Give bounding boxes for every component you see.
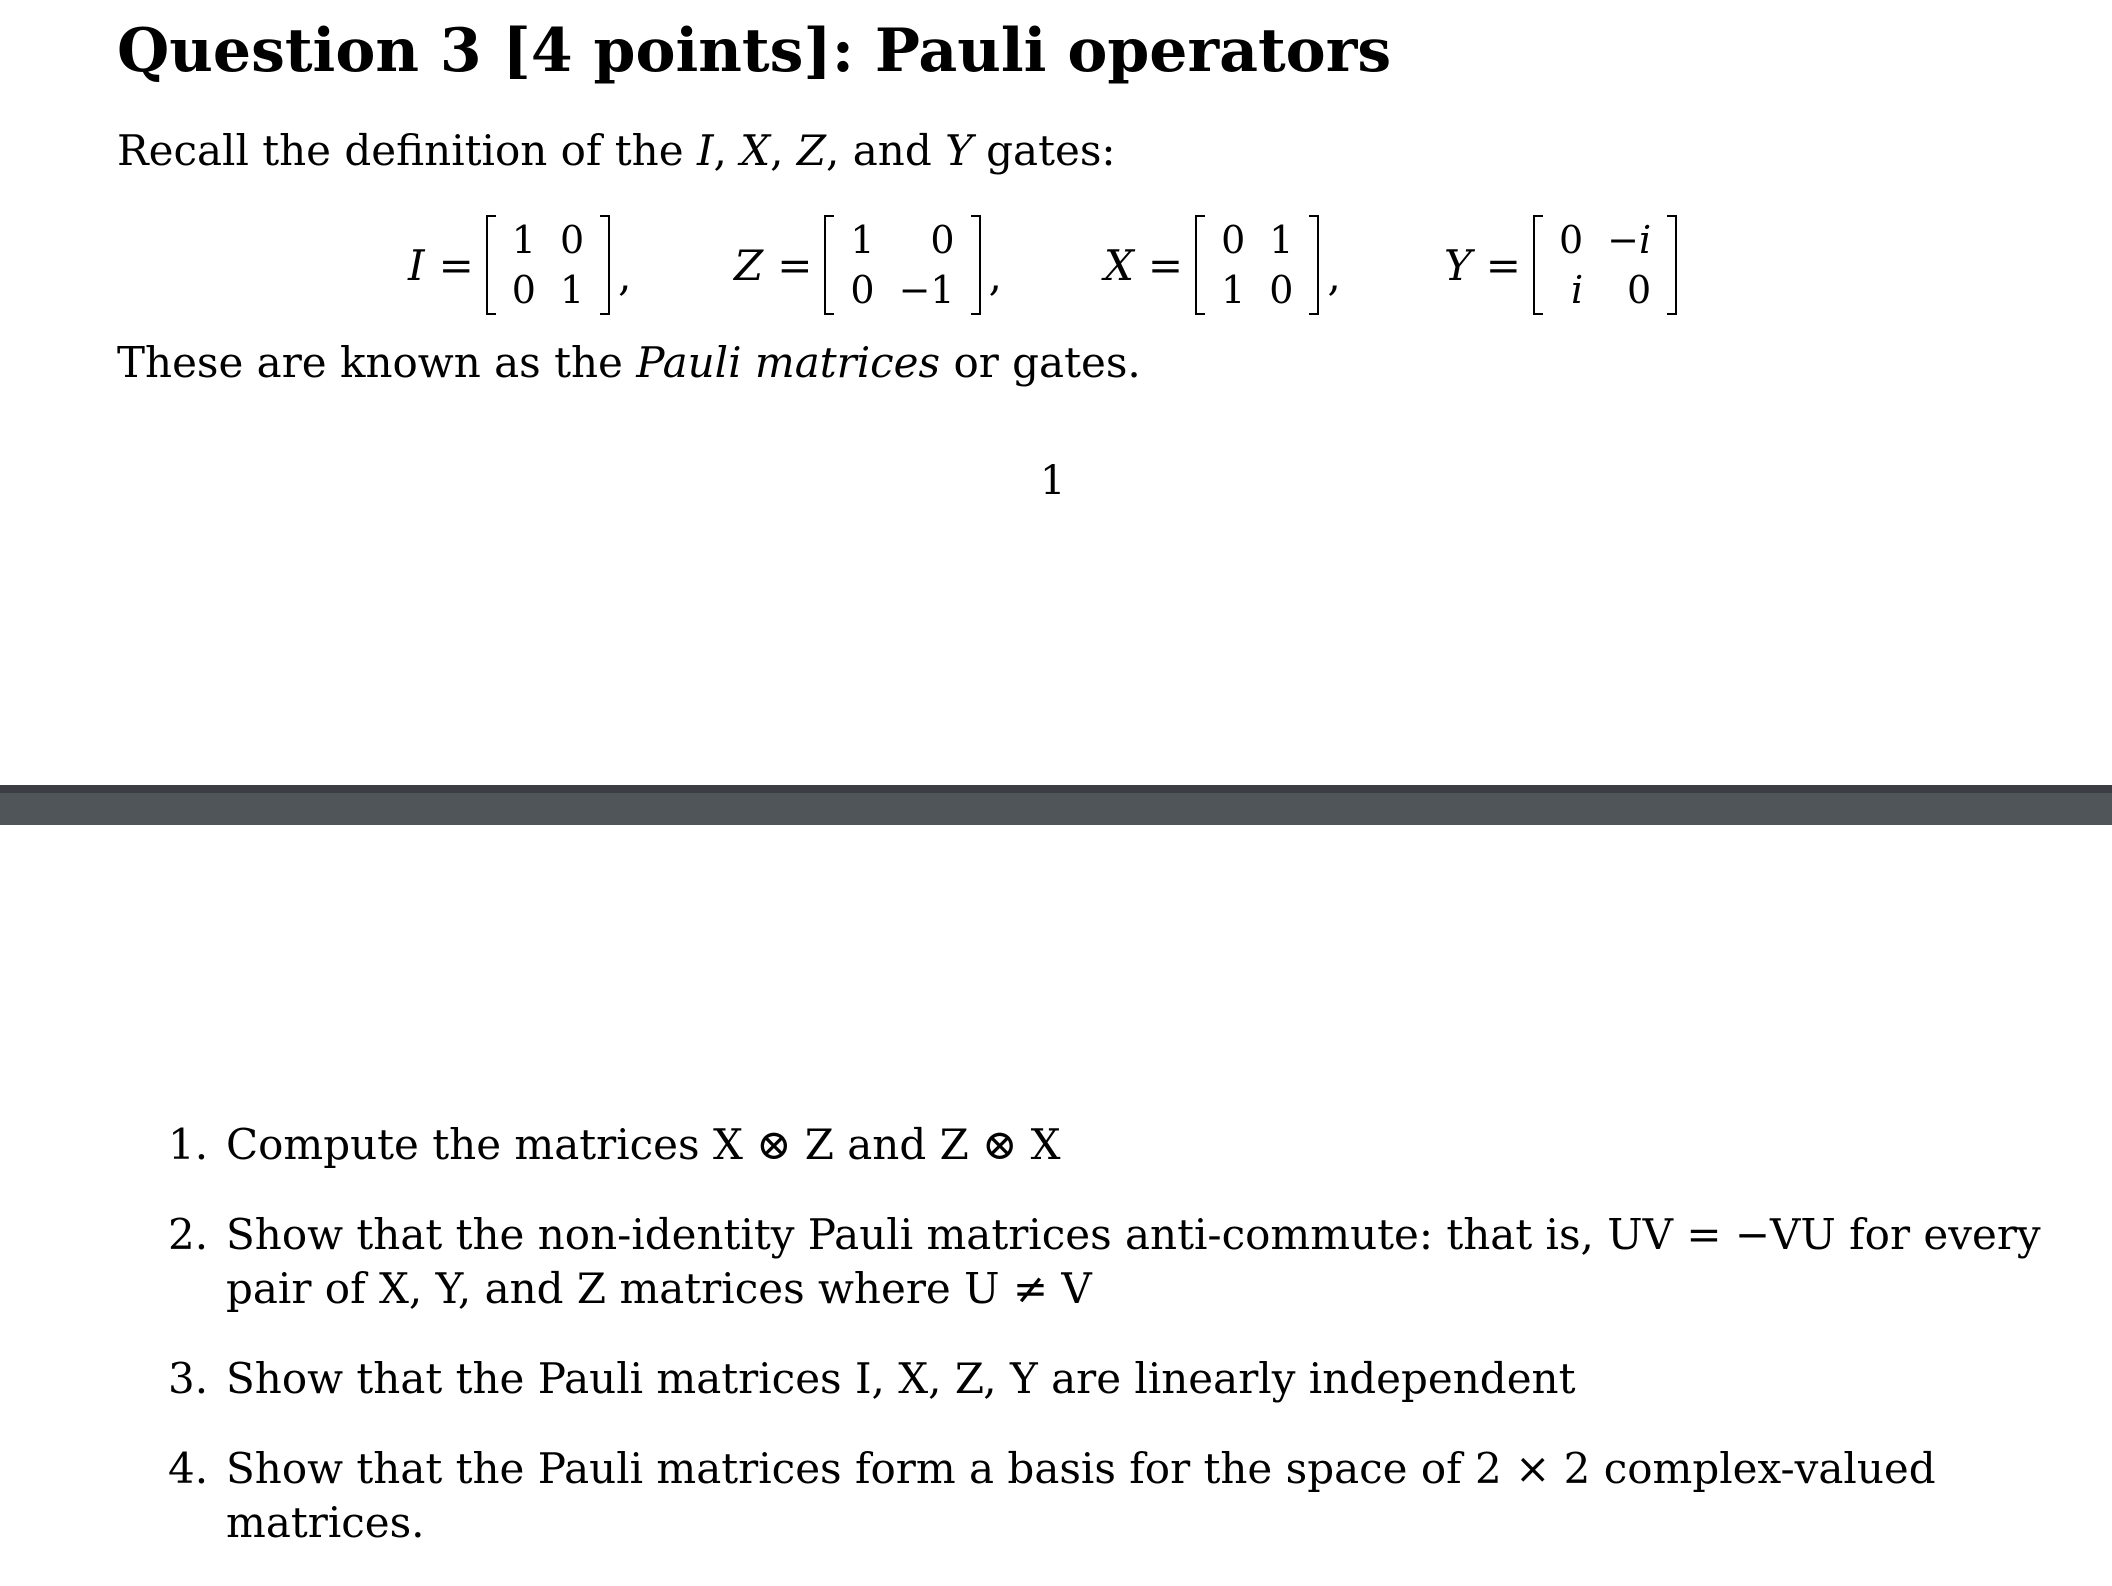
intro-symbol-y: Y bbox=[945, 126, 973, 175]
matrix-x-cell: 1 bbox=[1221, 268, 1246, 312]
task-text: Compute the matrices X ⊗ Z and Z ⊗ X bbox=[226, 1120, 1061, 1169]
matrix-y-cell: 0 bbox=[1558, 218, 1584, 262]
task-number: 4. bbox=[168, 1444, 209, 1493]
equals-sign: = bbox=[1485, 240, 1521, 290]
intro-sentence bbox=[117, 126, 1116, 175]
task-number: 1. bbox=[168, 1120, 209, 1169]
task-number: 2. bbox=[168, 1210, 209, 1259]
matrix-z-definition bbox=[734, 200, 1002, 330]
pauli-matrix-definitions bbox=[0, 200, 2112, 330]
matrix-separator-comma: , bbox=[988, 251, 1002, 300]
matrix-x-cell: 0 bbox=[1221, 218, 1246, 262]
page-divider bbox=[0, 785, 2112, 825]
matrix-i-cell: 1 bbox=[511, 218, 536, 262]
matrix-separator-comma: , bbox=[618, 251, 632, 300]
equals-sign: = bbox=[438, 240, 474, 290]
matrix-x bbox=[1195, 211, 1319, 319]
intro-symbol-z: Z bbox=[796, 126, 827, 175]
matrix-x-definition bbox=[1104, 200, 1341, 330]
matrix-y bbox=[1533, 211, 1677, 319]
summary-prefix: These are known as the bbox=[117, 338, 637, 387]
matrix-y-definition bbox=[1444, 200, 1677, 330]
intro-symbol-i: I bbox=[696, 126, 714, 175]
question-title: Question 3 [4 points]: Pauli operators bbox=[117, 16, 1392, 86]
equals-sign: = bbox=[777, 240, 813, 290]
task-text: Show that the non-identity Pauli matrices anti-commute: that is, UV = −VU for every pair of X, Y, and Z matrices where U ≠ V bbox=[226, 1210, 2041, 1313]
intro-symbol-x: X bbox=[740, 126, 771, 175]
matrix-y-cell: 0 bbox=[1626, 268, 1652, 312]
matrix-y-cell: −i bbox=[1607, 218, 1652, 262]
summary-sentence bbox=[117, 338, 1141, 387]
matrix-z-label: Z bbox=[734, 240, 764, 290]
intro-suffix: gates: bbox=[972, 126, 1116, 175]
matrix-x-cell: 1 bbox=[1269, 218, 1294, 262]
document-page-1 bbox=[0, 0, 2112, 785]
intro-prefix: Recall the definition of the bbox=[117, 126, 697, 175]
matrix-z-cell: 0 bbox=[850, 268, 875, 312]
task-item bbox=[168, 1208, 2048, 1316]
task-item bbox=[168, 1352, 2048, 1406]
task-number: 3. bbox=[168, 1354, 209, 1403]
matrix-z bbox=[824, 211, 980, 319]
summary-suffix: or gates. bbox=[940, 338, 1141, 387]
summary-emphasis: Pauli matrices bbox=[636, 338, 941, 387]
matrix-x-label: X bbox=[1104, 240, 1134, 290]
matrix-i-label: I bbox=[408, 240, 425, 290]
intro-sep-3: , and bbox=[826, 126, 946, 175]
matrix-i-cell: 1 bbox=[559, 268, 585, 312]
intro-sep-1: , bbox=[713, 126, 741, 175]
task-text: Show that the Pauli matrices I, X, Z, Y are linearly independent bbox=[226, 1354, 1576, 1403]
matrix-z-cell: −1 bbox=[898, 268, 955, 312]
intro-sep-2: , bbox=[770, 126, 797, 175]
page-number: 1 bbox=[1040, 458, 1066, 504]
matrix-z-cell: 0 bbox=[930, 218, 955, 262]
matrix-y-cell: i bbox=[1570, 268, 1584, 312]
matrix-separator-comma: , bbox=[1327, 251, 1341, 300]
task-text: Show that the Pauli matrices form a basis for the space of 2 × 2 complex-valued matrices. bbox=[226, 1444, 1936, 1547]
matrix-i-cell: 0 bbox=[559, 218, 585, 262]
matrix-i-definition bbox=[408, 200, 632, 330]
matrix-x-cell: 0 bbox=[1269, 268, 1294, 312]
matrix-i-cell: 0 bbox=[511, 268, 536, 312]
matrix-i bbox=[486, 211, 610, 319]
equals-sign: = bbox=[1147, 240, 1184, 290]
task-list bbox=[168, 1118, 2048, 1586]
task-item bbox=[168, 1118, 2048, 1172]
matrix-y-label: Y bbox=[1444, 240, 1472, 290]
task-item bbox=[168, 1442, 2048, 1550]
matrix-z-cell: 1 bbox=[850, 218, 875, 262]
